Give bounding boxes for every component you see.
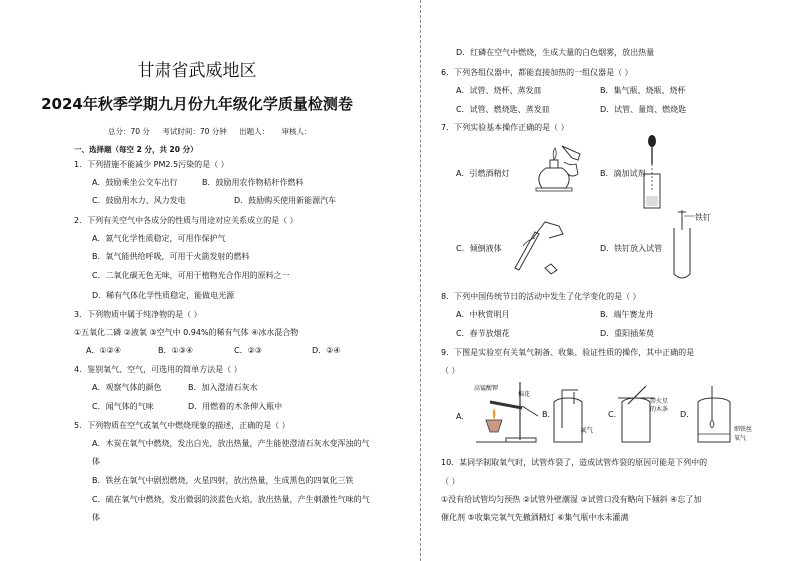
q2-option-d: D．稀有气体化学性质稳定，能做电光源 (92, 291, 235, 300)
q9-paren: （ ） (441, 366, 460, 375)
q2-option-c: C．二氧化碳无色无味，可用于植物光合作用的原料之一 (92, 271, 290, 280)
q8-stem: 8．下列中国传统节日的活动中发生了化学变化的是（ ） (441, 292, 641, 301)
q8-option-c: C．春节放烟花 (456, 329, 510, 338)
q1-option-c: C．鼓励用水力、风力发电 (92, 196, 186, 205)
q5-option-d: D．红磷在空气中燃烧，生成大量的白色烟雾，放出热量 (456, 48, 655, 57)
q5-stem: 5．下列物质在空气或氧气中燃烧现象的描述，正确的是（ ） (74, 421, 290, 430)
q9-label-oxygen-b: 氧气 (580, 426, 593, 434)
q4-option-a: A．观察气体的颜色 (92, 383, 162, 392)
oxygen-prep-apparatus-figure (466, 380, 542, 450)
q6-option-c: C．试管、燃烧匙、蒸发皿 (456, 105, 550, 114)
q9-label-oxygen-d: 氧气 (734, 435, 747, 442)
q6-option-d: D．试管、量筒、燃烧匙 (600, 105, 687, 114)
q10-paren: （ ） (441, 477, 460, 486)
page-divider (420, 0, 421, 561)
total-score: 总分：70 分 (108, 127, 150, 136)
alcohol-lamp-figure (528, 140, 588, 195)
q8-option-d: D．重阳插茱萸 (600, 329, 655, 338)
nail-label: 铁钉 (695, 213, 711, 222)
q3-option-c: C．②③ (234, 346, 262, 355)
q9-label-wire: 细铁丝 (734, 426, 753, 433)
iron-wire-burning-figure (692, 386, 736, 446)
q9-label-spark-2: 的木条 (650, 406, 669, 413)
q5-option-a: A．木炭在氧气中燃烧，发出白光，放出热量，产生能使澄清石灰水变浑浊的气 (92, 439, 370, 448)
q9-label-cotton: 棉花 (518, 391, 531, 398)
author: 出题人： (239, 127, 270, 136)
q9-label-kmno4: 高锰酸钾 (474, 385, 499, 392)
section-heading: 一、选择题（每空 2 分，共 20 分） (74, 145, 198, 154)
q4-stem: 4．鉴别氧气、空气，可选用的简单方法是（ ） (74, 365, 242, 374)
q5-option-a-cont: 体 (92, 457, 100, 466)
nail-tube-figure (660, 208, 720, 283)
q2-option-a: A．氮气化学性质稳定，可用作保护气 (92, 234, 226, 243)
q3-option-b: B．①③④ (158, 346, 194, 355)
q9-label-b: B. (542, 410, 551, 419)
q10-items-line-1: ①没有给试管均匀预热 ②试管外壁潮湿 ③试管口没有略向下倾斜 ④忘了加 (441, 495, 702, 504)
q9-label-a: A. (456, 412, 464, 421)
q7-option-c: C．倾倒液体 (456, 244, 502, 253)
q9-label-spark-1: 带火星 (650, 398, 669, 405)
q6-stem: 6．下列各组仪器中，都能直接加热的一组仪器是（ ） (441, 68, 633, 77)
exam-subtitle: 2024年秋季学期九月份九年级化学质量检测卷 (41, 95, 353, 113)
q4-option-d: D．用燃着的木条伸入瓶中 (188, 402, 283, 411)
q1-option-b: B．鼓励用农作物秸秆作燃料 (202, 178, 304, 187)
exam-time: 考试时间：70 分钟 (162, 127, 227, 136)
q4-option-c: C．闻气体的气味 (92, 402, 154, 411)
q7-option-b: B．滴加试剂 (600, 169, 646, 178)
exam-meta (108, 126, 322, 137)
q3-items: ①五氧化二磷 ②液氧 ③空气中 0.94%的稀有气体 ④冰水混合物 (74, 328, 299, 337)
q5-option-c-cont: 体 (92, 513, 100, 522)
q6-option-b: B．集气瓶、烧瓶、烧杯 (600, 86, 686, 95)
q7-option-d: D．铁钉放入试管 (600, 244, 663, 253)
pouring-liquid-figure (505, 212, 575, 282)
q9-label-c: C. (608, 410, 617, 419)
spark-test-bottle-figure (616, 384, 656, 446)
q10-stem: 10．某同学制取氧气时，试管炸裂了，造成试管炸裂的原因可能是下列中的 (441, 458, 708, 467)
q3-option-d: D．②④ (312, 346, 341, 355)
q6-option-a: A．试管、烧杯、蒸发皿 (456, 86, 542, 95)
q2-option-b: B．氧气能供给呼吸，可用于火箭发射的燃料 (92, 252, 250, 261)
q2-stem: 2．下列有关空气中各成分的性质与用途对应关系成立的是（ ） (74, 216, 298, 225)
reviewer: 审核人： (281, 127, 312, 136)
q1-option-a: A．鼓励乘坐公交车出行 (92, 178, 178, 187)
q8-option-a: A．中秋赏明月 (456, 310, 510, 319)
q8-option-b: B．端午赛龙舟 (600, 310, 654, 319)
q1-option-d: D．鼓励购买使用新能源汽车 (234, 196, 337, 205)
q10-items-line-2: 催化剂 ⑤收集完氧气先撤酒精灯 ⑥集气瓶中水未灌满 (441, 513, 629, 522)
q5-option-c: C．硫在氧气中燃烧，发出微弱的淡蓝色火焰，放出热量，产生刺激性气味的气 (92, 495, 370, 504)
q9-label-d: D. (680, 410, 689, 419)
page-title: 甘肃省武威地区 (137, 61, 257, 81)
q4-option-b: B．加入澄清石灰水 (188, 383, 258, 392)
q9-stem: 9．下图是实验室有关氧气制备、收集、验证性质的操作，其中正确的是 (441, 348, 695, 357)
q5-option-b: B．铁丝在氧气中剧烈燃烧，火星四射，放出热量，生成黑色的四氧化三铁 (92, 476, 354, 485)
q7-stem: 7．下列实验基本操作正确的是（ ） (441, 123, 569, 132)
q3-stem: 3．下列物质中属于纯净物的是（ ） (74, 310, 202, 319)
q1-stem: 1．下列措施不能减少 PM2.5污染的是（ ） (74, 160, 229, 169)
collection-bottle-figure (548, 388, 588, 446)
dropper-figure (638, 134, 678, 209)
q3-option-a: A．①②④ (86, 346, 121, 355)
q7-option-a: A．引燃酒精灯 (456, 169, 510, 178)
